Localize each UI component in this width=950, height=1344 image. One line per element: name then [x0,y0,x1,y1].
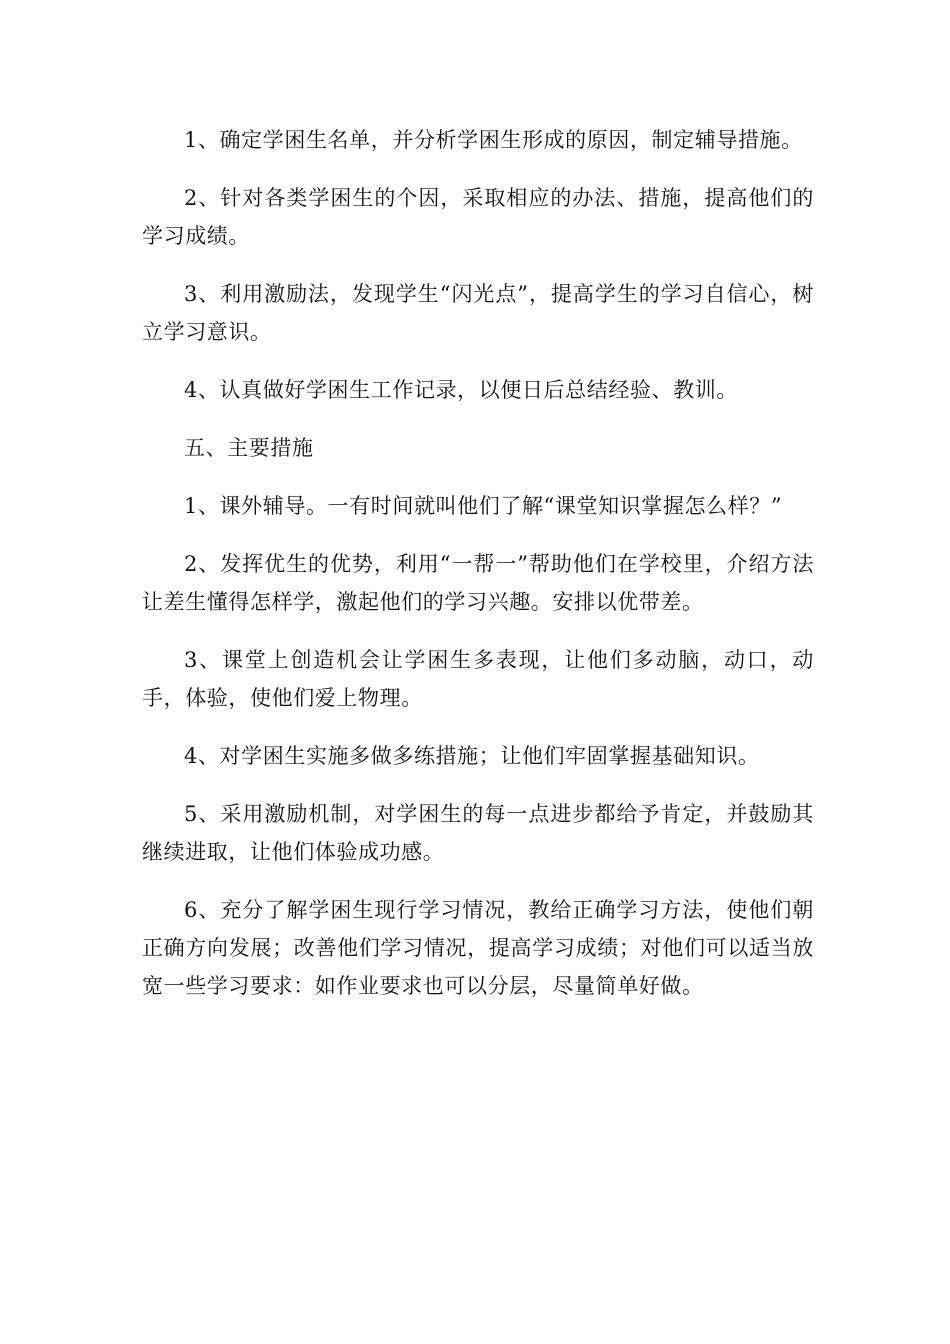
document-body [142,121,814,1025]
paragraph-goal-1: 1、确定学困生名单，并分析学困生形成的原因，制定辅导措施。 [184,128,803,152]
paragraph-measure-6: 6、充分了解学困生现行学习情况，教给正确学习方法，使他们朝正确方向发展；改善他们学习情况，提高学习成绩；对他们可以适当放宽一些学习要求：如作业要求也可以分层，尽量简单好做。 [142,898,814,998]
paragraph-goal-2: 2、针对各类学困生的个因，采取相应的办法、措施，提高他们的学习成绩。 [142,186,814,248]
paragraph-measure-5: 5、采用激励机制，对学困生的每一点进步都给予肯定，并鼓励其继续进取，让他们体验成功感。 [142,802,814,864]
paragraph-measure-1: 1、课外辅导。一有时间就叫他们了解“课堂知识掌握怎么样？” [184,494,783,518]
paragraph-measure-4: 4、对学困生实施多做多练措施；让他们牢固掌握基础知识。 [184,744,760,768]
paragraph-measure-2: 2、发挥优生的优势，利用“一帮一”帮助他们在学校里，介绍方法让差生懂得怎样学，激起他们的学习兴趣。安排以优带差。 [142,552,814,614]
paragraph-measure-3: 3、课堂上创造机会让学困生多表现，让他们多动脑，动口，动手，体验，使他们爱上物理。 [142,648,814,710]
paragraph-goal-4: 4、认真做好学困生工作记录，以便日后总结经验、教训。 [184,378,738,402]
section-heading: 五、主要措施 [184,436,314,460]
paragraph-goal-3: 3、利用激励法，发现学生“闪光点”，提高学生的学习自信心，树立学习意识。 [142,282,814,344]
